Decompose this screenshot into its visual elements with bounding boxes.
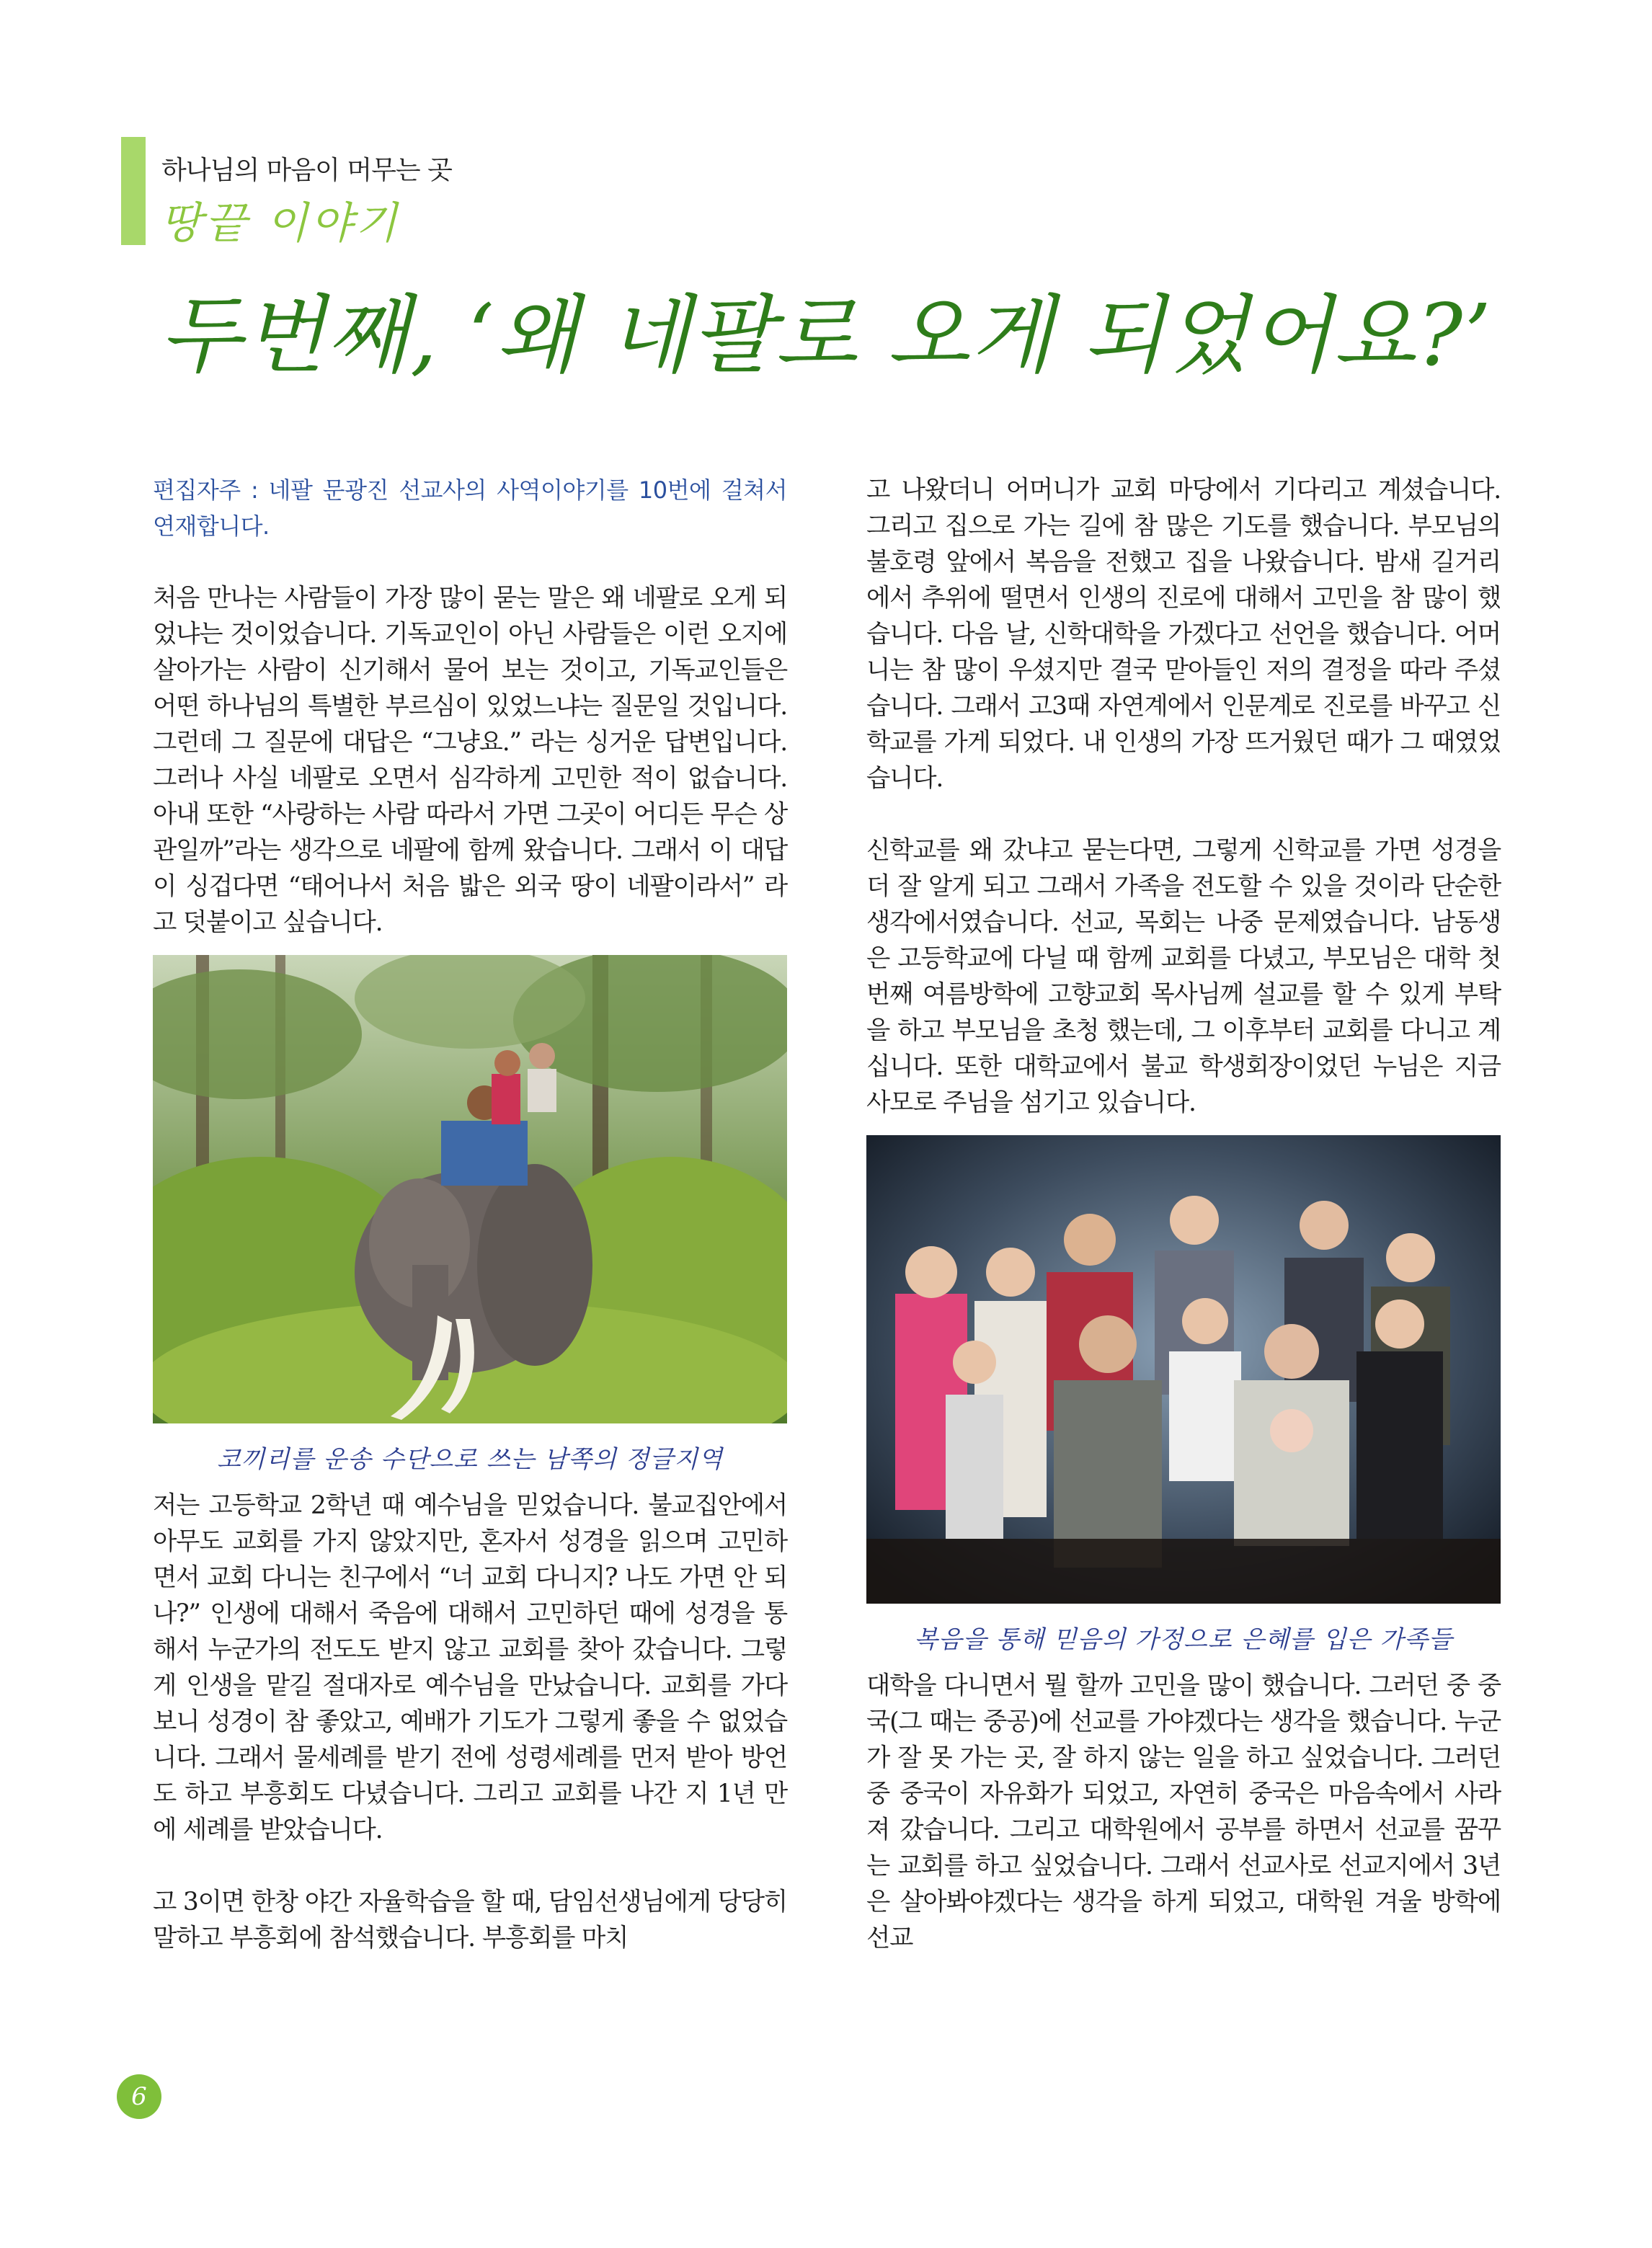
right-column (866, 472, 1501, 1992)
paragraph: 저는 고등학교 2학년 때 예수님을 믿었습니다. 불교집안에서 아무도 교회를 가지 않았지만, 혼자서 성경을 읽으며 고민하면서 교회 다니는 친구에서 “너 교회 다니지? 나도 가면 안 되나?” 인생에 대해서 죽음에 대해서 고민하던 때에 성경을 통해서 누군가의 전도도 받지 않고 교회를 찾아 갔습니다. 그렇게 인생을 맡길 절대자로 예수님을 만났습니다. 교회를 가다보니 성경이 참 좋았고, 예배가 기도가 그렇게 좋을 수 없었습니다. 그래서 물세례를 받기 전에 성령세례를 먼저 받아 방언도 하고 부흥회도 다녔습니다. 그리고 교회를 나간 지 1년 만에 세례를 받았습니다. (153, 1491, 787, 1844)
editor-note: 편집자주 : 네팔 문광진 선교사의 사역이야기를 10번에 걸쳐서 연재합니다. (153, 476, 787, 540)
section-subtitle: 하나님의 마음이 머무는 곳 (161, 156, 452, 185)
paragraph: 고 나왔더니 어머니가 교회 마당에서 기다리고 계셨습니다. 그리고 집으로 가는 길에 참 많은 기도를 했습니다. 부모님의 불호령 앞에서 복음을 전했고 집을 나왔습니다. 밤새 길거리에서 추위에 떨면서 인생의 진로에 대해서 고민을 참 많이 했습니다. 다음 날, 신학대학을 가겠다고 선언을 했습니다. 어머니는 참 많이 우셨지만 결국 맏아들인 저의 결정을 따라 주셨습니다. 그래서 고3때 자연계에서 인문계로 진로를 바꾸고 신학교를 가게 되었다. 내 인생의 가장 뜨거웠던 때가 그 때였었습니다. (866, 476, 1501, 793)
paragraph: 대학을 다니면서 뭘 할까 고민을 많이 했습니다. 그러던 중 중국(그 때는 중공)에 선교를 가야겠다는 생각을 했습니다. 누군가 잘 못 가는 곳, 잘 하지 않는 일을 하고 싶었습니다. 그러던 중 중국이 자유화가 되었고, 자연히 중국은 마음속에서 사라져 갔습니다. 그리고 대학원에서 공부를 하면서 선교를 꿈꾸는 교회를 하고 싶었습니다. 그래서 선교사로 선교지에서 3년은 살아봐야겠다는 생각을 하게 되었고, 대학원 겨울 방학에 선교 (866, 1671, 1501, 1952)
section-accent-bar (121, 137, 146, 245)
section-name: 땅끝 이야기 (160, 198, 400, 249)
article-title: 두번째, ‘왜 네팔로 오게 되었어요?’ (159, 285, 1493, 385)
photo-caption-elephant: 코끼리를 운송 수단으로 쓰는 남쪽의 정글지역 (216, 1445, 724, 1474)
paragraph: 고 3이면 한창 야간 자율학습을 할 때, 담임선생님에게 당당히 말하고 부흥회에 참석했습니다. 부흥회를 마치 (153, 1888, 787, 1952)
elephant-jungle-photo (153, 955, 787, 1423)
photo-caption-family: 복음을 통해 믿음의 가정으로 은혜를 입은 가족들 (914, 1625, 1453, 1654)
family-portrait-photo (866, 1135, 1501, 1604)
left-column (153, 472, 787, 1992)
paragraph: 처음 만나는 사람들이 가장 많이 묻는 말은 왜 네팔로 오게 되었냐는 것이었습니다. 기독교인이 아닌 사람들은 이런 오지에 살아가는 사람이 신기해서 물어 보는 것이고, 기독교인들은 어떤 하나님의 특별한 부르심이 있었느냐는 질문일 것입니다. 그런데 그 질문에 대답은 “그냥요.” 라는 싱거운 답변입니다. 그러나 사실 네팔로 오면서 심각하게 고민한 적이 없습니다. 아내 또한 “사랑하는 사람 따라서 가면 그곳이 어디든 무슨 상관일까”라는 생각으로 네팔에 함께 왔습니다. 그래서 이 대답이 싱겁다면 “태어나서 처음 밟은 외국 땅이 네팔이라서” 라고 덧붙이고 싶습니다. (153, 584, 787, 937)
paragraph: 신학교를 왜 갔냐고 묻는다면, 그렇게 신학교를 가면 성경을 더 잘 알게 되고 그래서 가족을 전도할 수 있을 것이라 단순한 생각에서였습니다. 선교, 목회는 나중 문제였습니다. 남동생은 고등학교에 다닐 때 함께 교회를 다녔고, 부모님은 대학 첫 번째 여름방학에 고향교회 목사님께 설교를 할 수 있게 부탁을 하고 부모님을 초청 했는데, 그 이후부터 교회를 다니고 계십니다. 또한 대학교에서 불교 학생회장이었던 누님은 지금 사모로 주님을 섬기고 있습니다. (866, 836, 1501, 1117)
page-number: 6 (117, 2074, 161, 2119)
